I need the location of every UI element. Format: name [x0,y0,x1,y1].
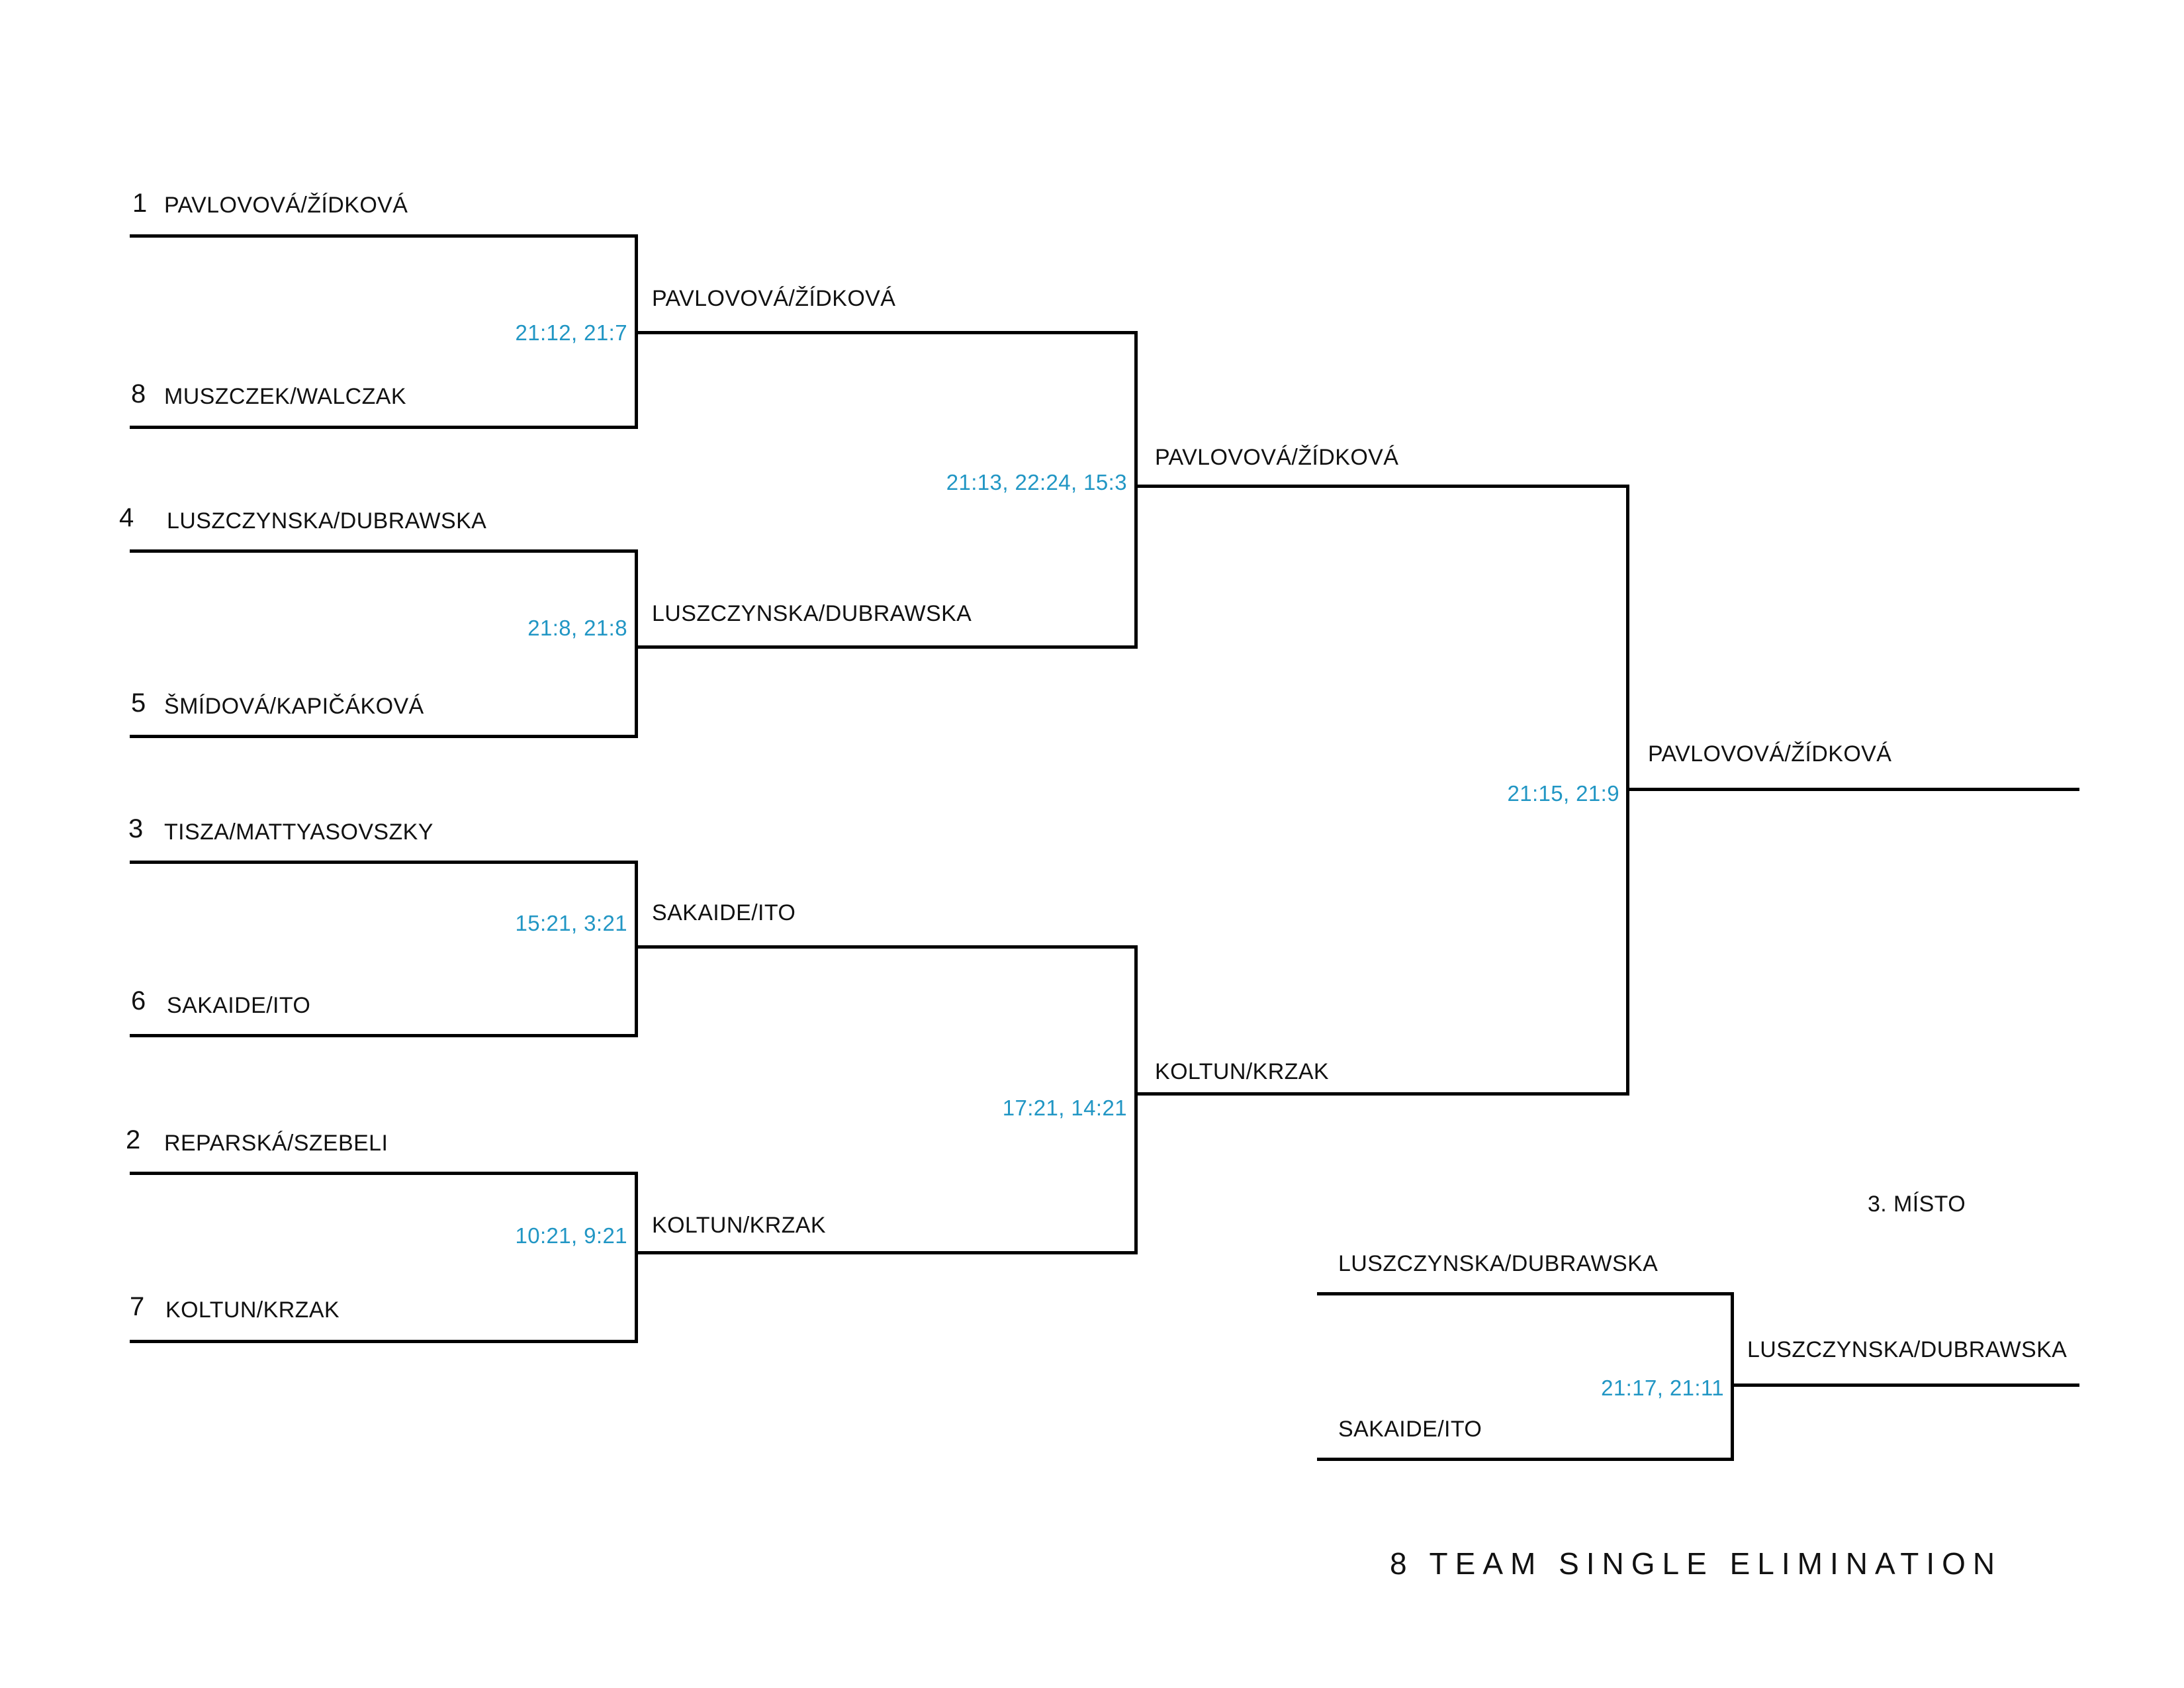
bracket-line-champion [1626,788,2079,791]
bracket-line-final-top [1134,485,1629,488]
team-name-r1m2-top: LUSZCZYNSKA/DUBRAWSKA [167,508,487,534]
seed-number-7: 7 [130,1292,145,1321]
bracket-connector-r1m4 [635,1172,638,1342]
team-name-r1m3-bottom: SAKAIDE/ITO [167,993,311,1018]
winner-name-r1m4: KOLTUN/KRZAK [652,1213,826,1238]
bracket-line-r1m2-bottom [130,735,638,738]
bracket-line-r1m2-top [130,549,638,553]
bracket-line-third-winner [1731,1383,2079,1387]
match-score-r1m4: 10:21, 9:21 [515,1223,627,1248]
bracket-line-r1m3-top [130,861,638,864]
seed-number-4: 4 [119,503,134,532]
bracket-connector-third [1731,1292,1734,1460]
diagram-title: 8 TEAM SINGLE ELIMINATION [1390,1546,2003,1581]
bracket-connector-r2m1 [1134,331,1138,649]
bracket-line-r1m4-top [130,1172,638,1175]
bracket-line-final-bottom [1134,1092,1629,1096]
winner-name-r2m2: KOLTUN/KRZAK [1155,1059,1329,1084]
bracket-line-r2m1-bottom [635,645,1138,649]
seed-number-3: 3 [128,814,144,843]
seed-number-8: 8 [131,379,146,408]
bracket-line-r2m2-top [635,945,1138,949]
winner-name-r1m2: LUSZCZYNSKA/DUBRAWSKA [652,601,972,626]
champion-name: PAVLOVOVÁ/ŽÍDKOVÁ [1648,741,1892,767]
team-name-r1m2-bottom: ŠMÍDOVÁ/KAPIČÁKOVÁ [164,694,424,719]
team-name-r1m1-top: PAVLOVOVÁ/ŽÍDKOVÁ [164,193,408,218]
seed-number-6: 6 [131,986,146,1015]
third-place-top-team: LUSZCZYNSKA/DUBRAWSKA [1338,1251,1659,1276]
match-score-r1m3: 15:21, 3:21 [515,911,627,935]
team-name-r1m1-bottom: MUSZCZEK/WALCZAK [164,384,406,409]
third-place-winner: LUSZCZYNSKA/DUBRAWSKA [1747,1337,2068,1362]
bracket-connector-r1m2 [635,549,638,738]
team-name-r1m4-bottom: KOLTUN/KRZAK [165,1297,340,1323]
seed-number-1: 1 [132,189,148,218]
bracket-line-r1m4-bottom [130,1340,638,1343]
match-score-r2m1: 21:13, 22:24, 15:3 [946,470,1127,494]
winner-name-r1m1: PAVLOVOVÁ/ŽÍDKOVÁ [652,286,896,311]
team-name-r1m4-top: REPARSKÁ/SZEBELI [164,1131,388,1156]
match-score-final: 21:15, 21:9 [1507,781,1619,806]
third-place-label: 3. MÍSTO [1868,1192,1966,1217]
bracket-line-third-top [1317,1292,1734,1295]
bracket-line-third-bottom [1317,1458,1734,1461]
match-score-r1m1: 21:12, 21:7 [515,320,627,345]
winner-name-r2m1: PAVLOVOVÁ/ŽÍDKOVÁ [1155,445,1399,470]
bracket-line-r1m1-bottom [130,426,638,429]
winner-name-r1m3: SAKAIDE/ITO [652,900,796,925]
bracket-line-r1m1-top [130,234,638,238]
team-name-r1m3-top: TISZA/MATTYASOVSZKY [164,820,433,845]
bracket-line-r2m2-bottom [635,1251,1138,1254]
match-score-r2m2: 17:21, 14:21 [1002,1096,1127,1120]
bracket-line-r2m1-top [635,331,1138,334]
match-score-r1m2: 21:8, 21:8 [527,616,627,640]
bracket-connector-r2m2 [1134,945,1138,1254]
third-place-bottom-team: SAKAIDE/ITO [1338,1417,1482,1442]
bracket-connector-r1m3 [635,861,638,1037]
seed-number-2: 2 [126,1125,141,1154]
match-score-third: 21:17, 21:11 [1601,1376,1724,1400]
bracket-line-r1m3-bottom [130,1034,638,1037]
seed-number-5: 5 [131,688,146,718]
